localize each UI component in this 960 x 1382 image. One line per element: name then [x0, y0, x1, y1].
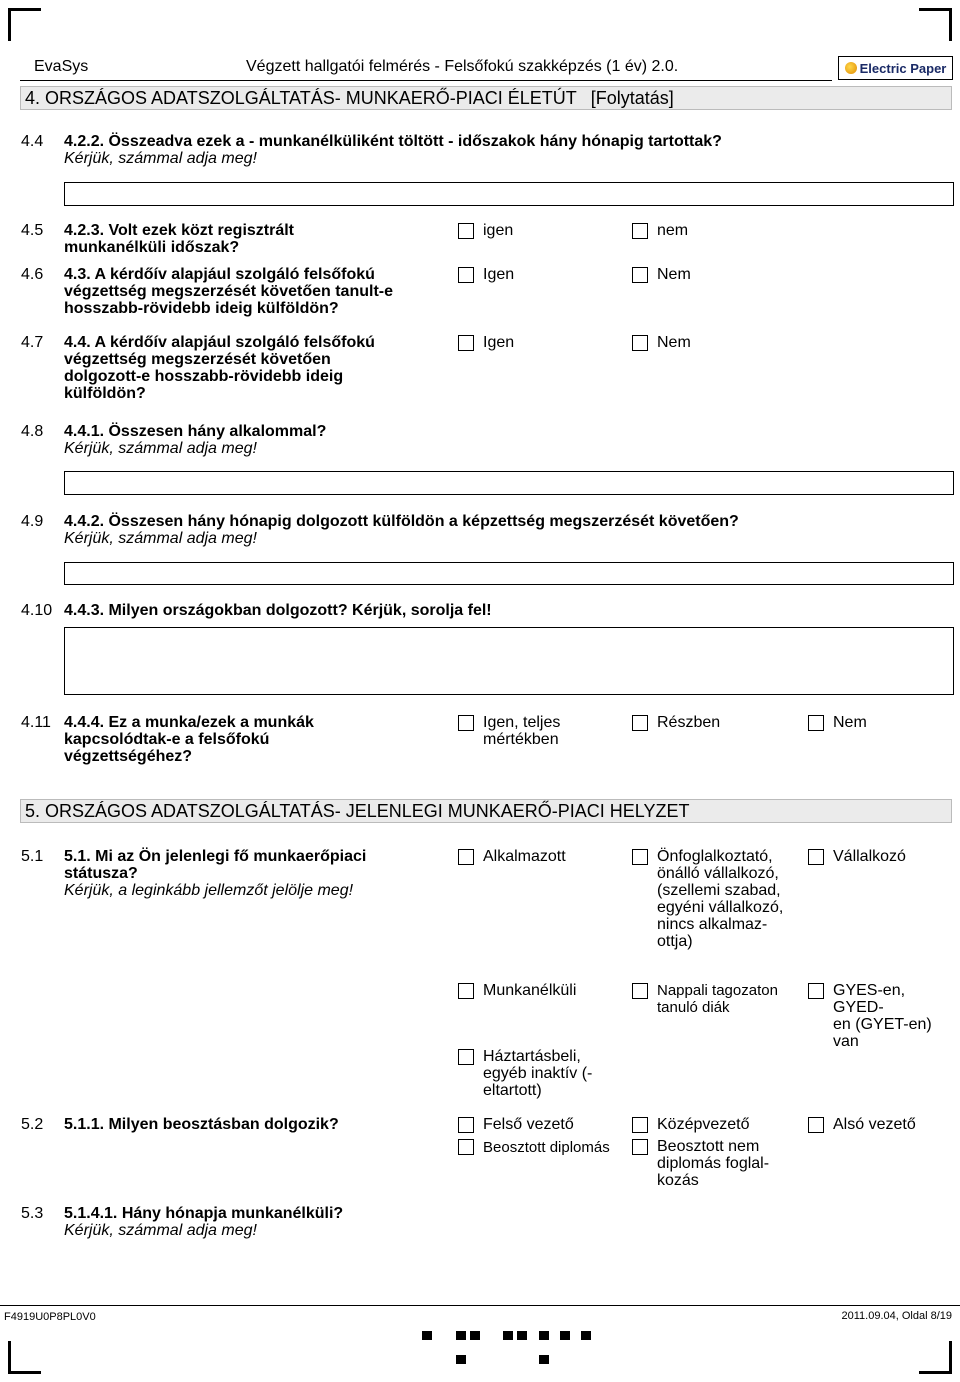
barcode-mark — [470, 1331, 480, 1340]
section-title: 5. ORSZÁGOS ADATSZOLGÁLTATÁS- JELENLEGI MUNKAERŐ-PIACI HELYZET — [25, 800, 690, 821]
question-4-5 — [64, 222, 294, 256]
checkbox-5-1-alkalmazott[interactable] — [458, 849, 474, 865]
option-label-line: (szellemi szabad, — [657, 882, 781, 899]
question-hint: Kérjük, számmal adja meg! — [64, 440, 257, 457]
question-4-4 — [64, 133, 722, 167]
option-label-line: Önfoglalkoztató, — [657, 848, 773, 865]
option-label: Munkanélküli — [483, 982, 577, 999]
corner-mark-bottom-right — [919, 1341, 952, 1374]
question-text: státusza? — [64, 865, 138, 882]
checkbox-4-5-nem[interactable] — [632, 223, 648, 239]
option-label: nem — [657, 222, 689, 239]
answer-field-4-9[interactable] — [64, 562, 954, 585]
option-label-line: Nappali tagozaton — [657, 982, 778, 999]
option-label: Beosztott diplomás — [483, 1139, 610, 1156]
question-text: 4.4.2. Összesen hány hónapig dolgozott külföldön a képzettség megszerzését követően? — [64, 513, 739, 530]
answer-field-4-8[interactable] — [64, 471, 954, 495]
barcode-mark — [456, 1331, 466, 1340]
option-label — [657, 982, 778, 1016]
option-label: Igen — [483, 266, 515, 283]
section-5-header — [20, 799, 952, 823]
option-label-line: önálló vállalkozó, — [657, 865, 779, 882]
question-number: 4.6 — [21, 266, 44, 283]
question-4-9 — [64, 513, 739, 547]
option-label: Nem — [833, 714, 867, 731]
section-4-header — [20, 86, 952, 110]
question-4-8 — [64, 423, 326, 457]
option-label-line: Háztartásbeli, — [483, 1048, 581, 1065]
question-number: 5.1 — [21, 848, 44, 865]
footer-divider — [0, 1305, 960, 1306]
option-label-line: mértékben — [483, 731, 559, 748]
question-5-2: 5.1.1. Milyen beosztásban dolgozik? — [64, 1116, 339, 1133]
question-4-6 — [64, 266, 393, 317]
page-date: 2011.09.04, Oldal 8/19 — [841, 1310, 952, 1322]
question-text: munkanélküli időszak? — [64, 239, 240, 256]
question-hint: Kérjük, a leginkább jellemzőt jelölje meg! — [64, 882, 354, 899]
question-4-11 — [64, 714, 314, 765]
checkbox-4-11-teljes[interactable] — [458, 715, 474, 731]
checkbox-5-1-nappali[interactable] — [632, 983, 648, 999]
barcode-mark — [539, 1355, 549, 1364]
option-label: Vállalkozó — [833, 848, 906, 865]
question-text: 4.4.4. Ez a munka/ezek a munkák — [64, 714, 314, 731]
option-label: Felső vezető — [483, 1116, 574, 1133]
question-text: 4.3. A kérdőív alapjául szolgáló felsőfokú — [64, 266, 375, 283]
option-label-line: eltartott) — [483, 1082, 542, 1099]
barcode-mark — [503, 1331, 513, 1340]
question-text: 5.1.4.1. Hány hónapja munkanélküli? — [64, 1205, 344, 1222]
question-4-7 — [64, 334, 375, 402]
question-text: 4.2.3. Volt ezek közt regisztrált — [64, 222, 295, 239]
barcode-mark — [456, 1355, 466, 1364]
option-label: Nem — [657, 334, 691, 351]
checkbox-5-1-gyes[interactable] — [808, 983, 824, 999]
section-continued: [Folytatás] — [590, 87, 674, 108]
question-text: dolgozott-e hosszabb-rövidebb ideig — [64, 368, 344, 385]
corner-mark-bottom-left — [8, 1341, 41, 1374]
checkbox-5-1-vallalkozo[interactable] — [808, 849, 824, 865]
question-number: 4.5 — [21, 222, 44, 239]
checkbox-5-1-onfoglalkoztato[interactable] — [632, 849, 648, 865]
question-5-1 — [64, 848, 366, 899]
checkbox-4-11-reszben[interactable] — [632, 715, 648, 731]
option-label-line: Igen, teljes — [483, 714, 561, 731]
option-label: Nem — [657, 266, 691, 283]
option-label-line: egyéb inaktív (- — [483, 1065, 593, 1082]
answer-field-4-4[interactable] — [64, 182, 954, 206]
option-label: Igen — [483, 334, 515, 351]
page-header — [20, 54, 832, 81]
checkbox-5-1-haztartasbeli[interactable] — [458, 1049, 474, 1065]
option-label-line: en (GYET-en) — [833, 1016, 932, 1033]
checkbox-4-6-igen[interactable] — [458, 267, 474, 283]
option-label-line: egyéni vállalkozó, — [657, 899, 784, 916]
question-number: 4.11 — [21, 714, 51, 731]
section-title: 4. ORSZÁGOS ADATSZOLGÁLTATÁS- MUNKAERŐ-PIACI ÉLETÚT — [25, 87, 577, 108]
option-label — [483, 1048, 592, 1099]
barcode-mark — [560, 1331, 570, 1340]
checkbox-5-2-felso-vezeto[interactable] — [458, 1117, 474, 1133]
option-label-line: diplomás foglal- — [657, 1155, 770, 1172]
checkbox-5-1-munkanelkuli[interactable] — [458, 983, 474, 999]
checkbox-5-2-beosztott-nem-diplomas[interactable] — [632, 1139, 648, 1155]
question-number: 5.3 — [21, 1205, 44, 1222]
question-number: 5.2 — [21, 1116, 44, 1133]
option-label — [657, 848, 783, 950]
question-text: végzettségéhez? — [64, 748, 193, 765]
question-number: 4.7 — [21, 334, 44, 351]
checkbox-5-2-beosztott-diplomas[interactable] — [458, 1139, 474, 1155]
option-label — [657, 1138, 769, 1189]
question-number: 4.9 — [21, 513, 44, 530]
checkbox-5-2-kozepvezeto[interactable] — [632, 1117, 648, 1133]
question-text: végzettség megszerzését követően tanult-e — [64, 283, 393, 300]
question-text: hosszabb-rövidebb ideig külföldön? — [64, 300, 339, 317]
option-label-line: kozás — [657, 1172, 699, 1189]
option-label — [833, 982, 960, 1050]
barcode-mark — [539, 1331, 549, 1340]
question-text: külföldön? — [64, 385, 146, 402]
question-text: végzettség megszerzését követően — [64, 351, 331, 368]
question-hint: Kérjük, számmal adja meg! — [64, 1222, 257, 1239]
checkbox-4-11-nem[interactable] — [808, 715, 824, 731]
option-label: Alsó vezető — [833, 1116, 916, 1133]
checkbox-4-5-igen[interactable] — [458, 223, 474, 239]
question-text: 4.4.1. Összesen hány alkalommal? — [64, 423, 327, 440]
corner-mark-top-left — [8, 8, 41, 41]
app-name: EvaSys — [34, 58, 89, 75]
question-text: 5.1. Mi az Ön jelenlegi fő munkaerőpiaci — [64, 848, 367, 865]
option-label: Középvezető — [657, 1116, 750, 1133]
option-label: igen — [483, 222, 514, 239]
checkbox-4-7-igen[interactable] — [458, 335, 474, 351]
question-4-10: 4.4.3. Milyen országokban dolgozott? Kérjük, sorolja fel! — [64, 602, 492, 619]
option-label-line: GYES-en, GYED- — [833, 982, 906, 1016]
barcode-mark — [517, 1331, 527, 1340]
question-text: kapcsolódtak-e a felsőfokú — [64, 731, 270, 748]
form-code: F4919U0P8PL0V0 — [4, 1311, 96, 1323]
brand-logo — [838, 56, 953, 80]
question-5-3 — [64, 1205, 343, 1239]
option-label: Részben — [657, 714, 721, 731]
option-label-line: tanuló diák — [657, 999, 730, 1016]
question-text: 4.4. A kérdőív alapjául szolgáló felsőfokú — [64, 334, 375, 351]
option-label-line: ottja) — [657, 933, 693, 950]
survey-title: Végzett hallgatói felmérés - Felsőfokú szakképzés (1 év) 2.0. — [246, 58, 679, 75]
checkbox-4-6-nem[interactable] — [632, 267, 648, 283]
brand-logo-icon — [845, 62, 857, 74]
question-number: 4.4 — [21, 133, 44, 150]
option-label-line: nincs alkalmaz- — [657, 916, 768, 933]
checkbox-5-2-also-vezeto[interactable] — [808, 1117, 824, 1133]
answer-field-4-10[interactable] — [64, 627, 954, 695]
question-hint: Kérjük, számmal adja meg! — [64, 530, 257, 547]
option-label — [483, 714, 560, 748]
question-hint: Kérjük, számmal adja meg! — [64, 150, 257, 167]
option-label-line: Beosztott nem — [657, 1138, 760, 1155]
question-number: 4.10 — [21, 602, 53, 619]
question-text: 4.2.2. Összeadva ezek a - munkanélküliként töltött - időszakok hány hónapig tartottak? — [64, 133, 722, 150]
barcode-mark — [422, 1331, 432, 1340]
checkbox-4-7-nem[interactable] — [632, 335, 648, 351]
option-label-line: van — [833, 1033, 859, 1050]
question-number: 4.8 — [21, 423, 44, 440]
corner-mark-top-right — [919, 8, 952, 41]
brand-name: Electric Paper — [859, 60, 947, 76]
option-label: Alkalmazott — [483, 848, 566, 865]
barcode-mark — [581, 1331, 591, 1340]
